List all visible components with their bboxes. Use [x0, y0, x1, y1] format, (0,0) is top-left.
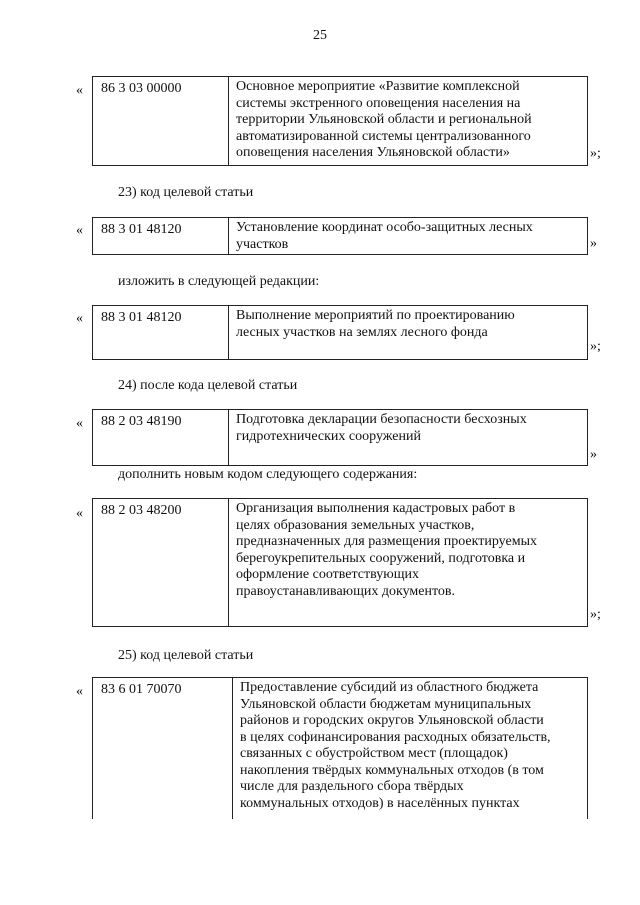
paragraph-25: 25) код целевой статьи [118, 648, 254, 663]
description-line: Ульяновской области бюджетам муниципальных [240, 696, 532, 712]
open-quote: « [76, 684, 83, 699]
description-line: участков [236, 236, 289, 252]
page-number: 25 [313, 28, 327, 43]
description-line: связанных с обустройством мест (площадок) [240, 746, 508, 761]
description-line: целях образования земельных участков, [236, 517, 475, 533]
description-line: числе для раздельного сбора твёрдых [240, 779, 464, 794]
target-article-code: 88 3 01 48120 [93, 306, 229, 359]
description-line: коммунальных отходов) в населённых пунктах [240, 795, 520, 811]
description-line: оповещения населения Ульяновской области» [236, 145, 510, 160]
target-article-description [229, 499, 587, 626]
close-quote: » [590, 447, 597, 462]
budget-code-row [92, 498, 588, 627]
target-article-description [229, 306, 587, 359]
paragraph-redaction: изложить в следующей редакции: [118, 274, 320, 289]
description-line: лесных участков на землях лесного фонда [236, 324, 488, 340]
close-quote: » [590, 236, 597, 251]
target-article-description [229, 77, 587, 165]
open-quote: « [76, 416, 83, 431]
paragraph-23: 23) код целевой статьи [118, 185, 254, 200]
description-line: автоматизированной системы централизованного [236, 128, 531, 144]
description-line: Основное мероприятие «Развитие комплексной [236, 79, 520, 94]
open-quote: « [76, 83, 83, 98]
paragraph-24: 24) после кода целевой статьи [118, 378, 298, 393]
budget-code-row [92, 76, 588, 166]
description-line: Выполнение мероприятий по проектированию [236, 308, 515, 323]
description-line: территории Ульяновской области и региональной [236, 112, 532, 127]
description-line: берегоукрепительных сооружений, подготовка и [236, 550, 526, 566]
target-article-code: 88 3 01 48120 [93, 218, 229, 254]
description-line: Подготовка декларации безопасности бесхозных [236, 412, 527, 427]
description-line: правоустанавливающих документов. [236, 583, 456, 599]
description-line: Организация выполнения кадастровых работ в [236, 501, 516, 516]
budget-code-row [92, 677, 588, 819]
paragraph-add-code: дополнить новым кодом следующего содержания: [118, 467, 418, 482]
description-line: системы экстренного оповещения населения на [236, 95, 521, 111]
target-article-description [229, 410, 587, 465]
target-article-description [233, 678, 587, 819]
description-line: Предоставление субсидий из областного бюджета [240, 680, 539, 695]
description-line: предназначенных для размещения проектируемых [236, 534, 537, 549]
target-article-description [229, 218, 587, 254]
description-line: накопления твёрдых коммунальных отходов (в том [240, 762, 544, 778]
target-article-code: 83 6 01 70070 [93, 678, 233, 819]
open-quote: « [76, 223, 83, 238]
target-article-code: 88 2 03 48190 [93, 410, 229, 465]
budget-code-row [92, 409, 588, 466]
target-article-code: 86 3 03 00000 [93, 77, 229, 165]
open-quote: « [76, 311, 83, 326]
description-line: Установление координат особо-защитных лесных [236, 220, 533, 235]
open-quote: « [76, 506, 83, 521]
target-article-code: 88 2 03 48200 [93, 499, 229, 626]
description-line: районов и городских округов Ульяновской области [240, 713, 544, 728]
close-quote: »; [590, 146, 601, 161]
description-line: оформление соответствующих [236, 567, 419, 582]
close-quote: »; [590, 607, 601, 622]
description-line: в целях софинансирования расходных обязательств, [240, 729, 551, 745]
close-quote: »; [590, 339, 601, 354]
budget-code-row [92, 305, 588, 360]
budget-code-row [92, 217, 588, 255]
description-line: гидротехнических сооружений [236, 428, 421, 444]
